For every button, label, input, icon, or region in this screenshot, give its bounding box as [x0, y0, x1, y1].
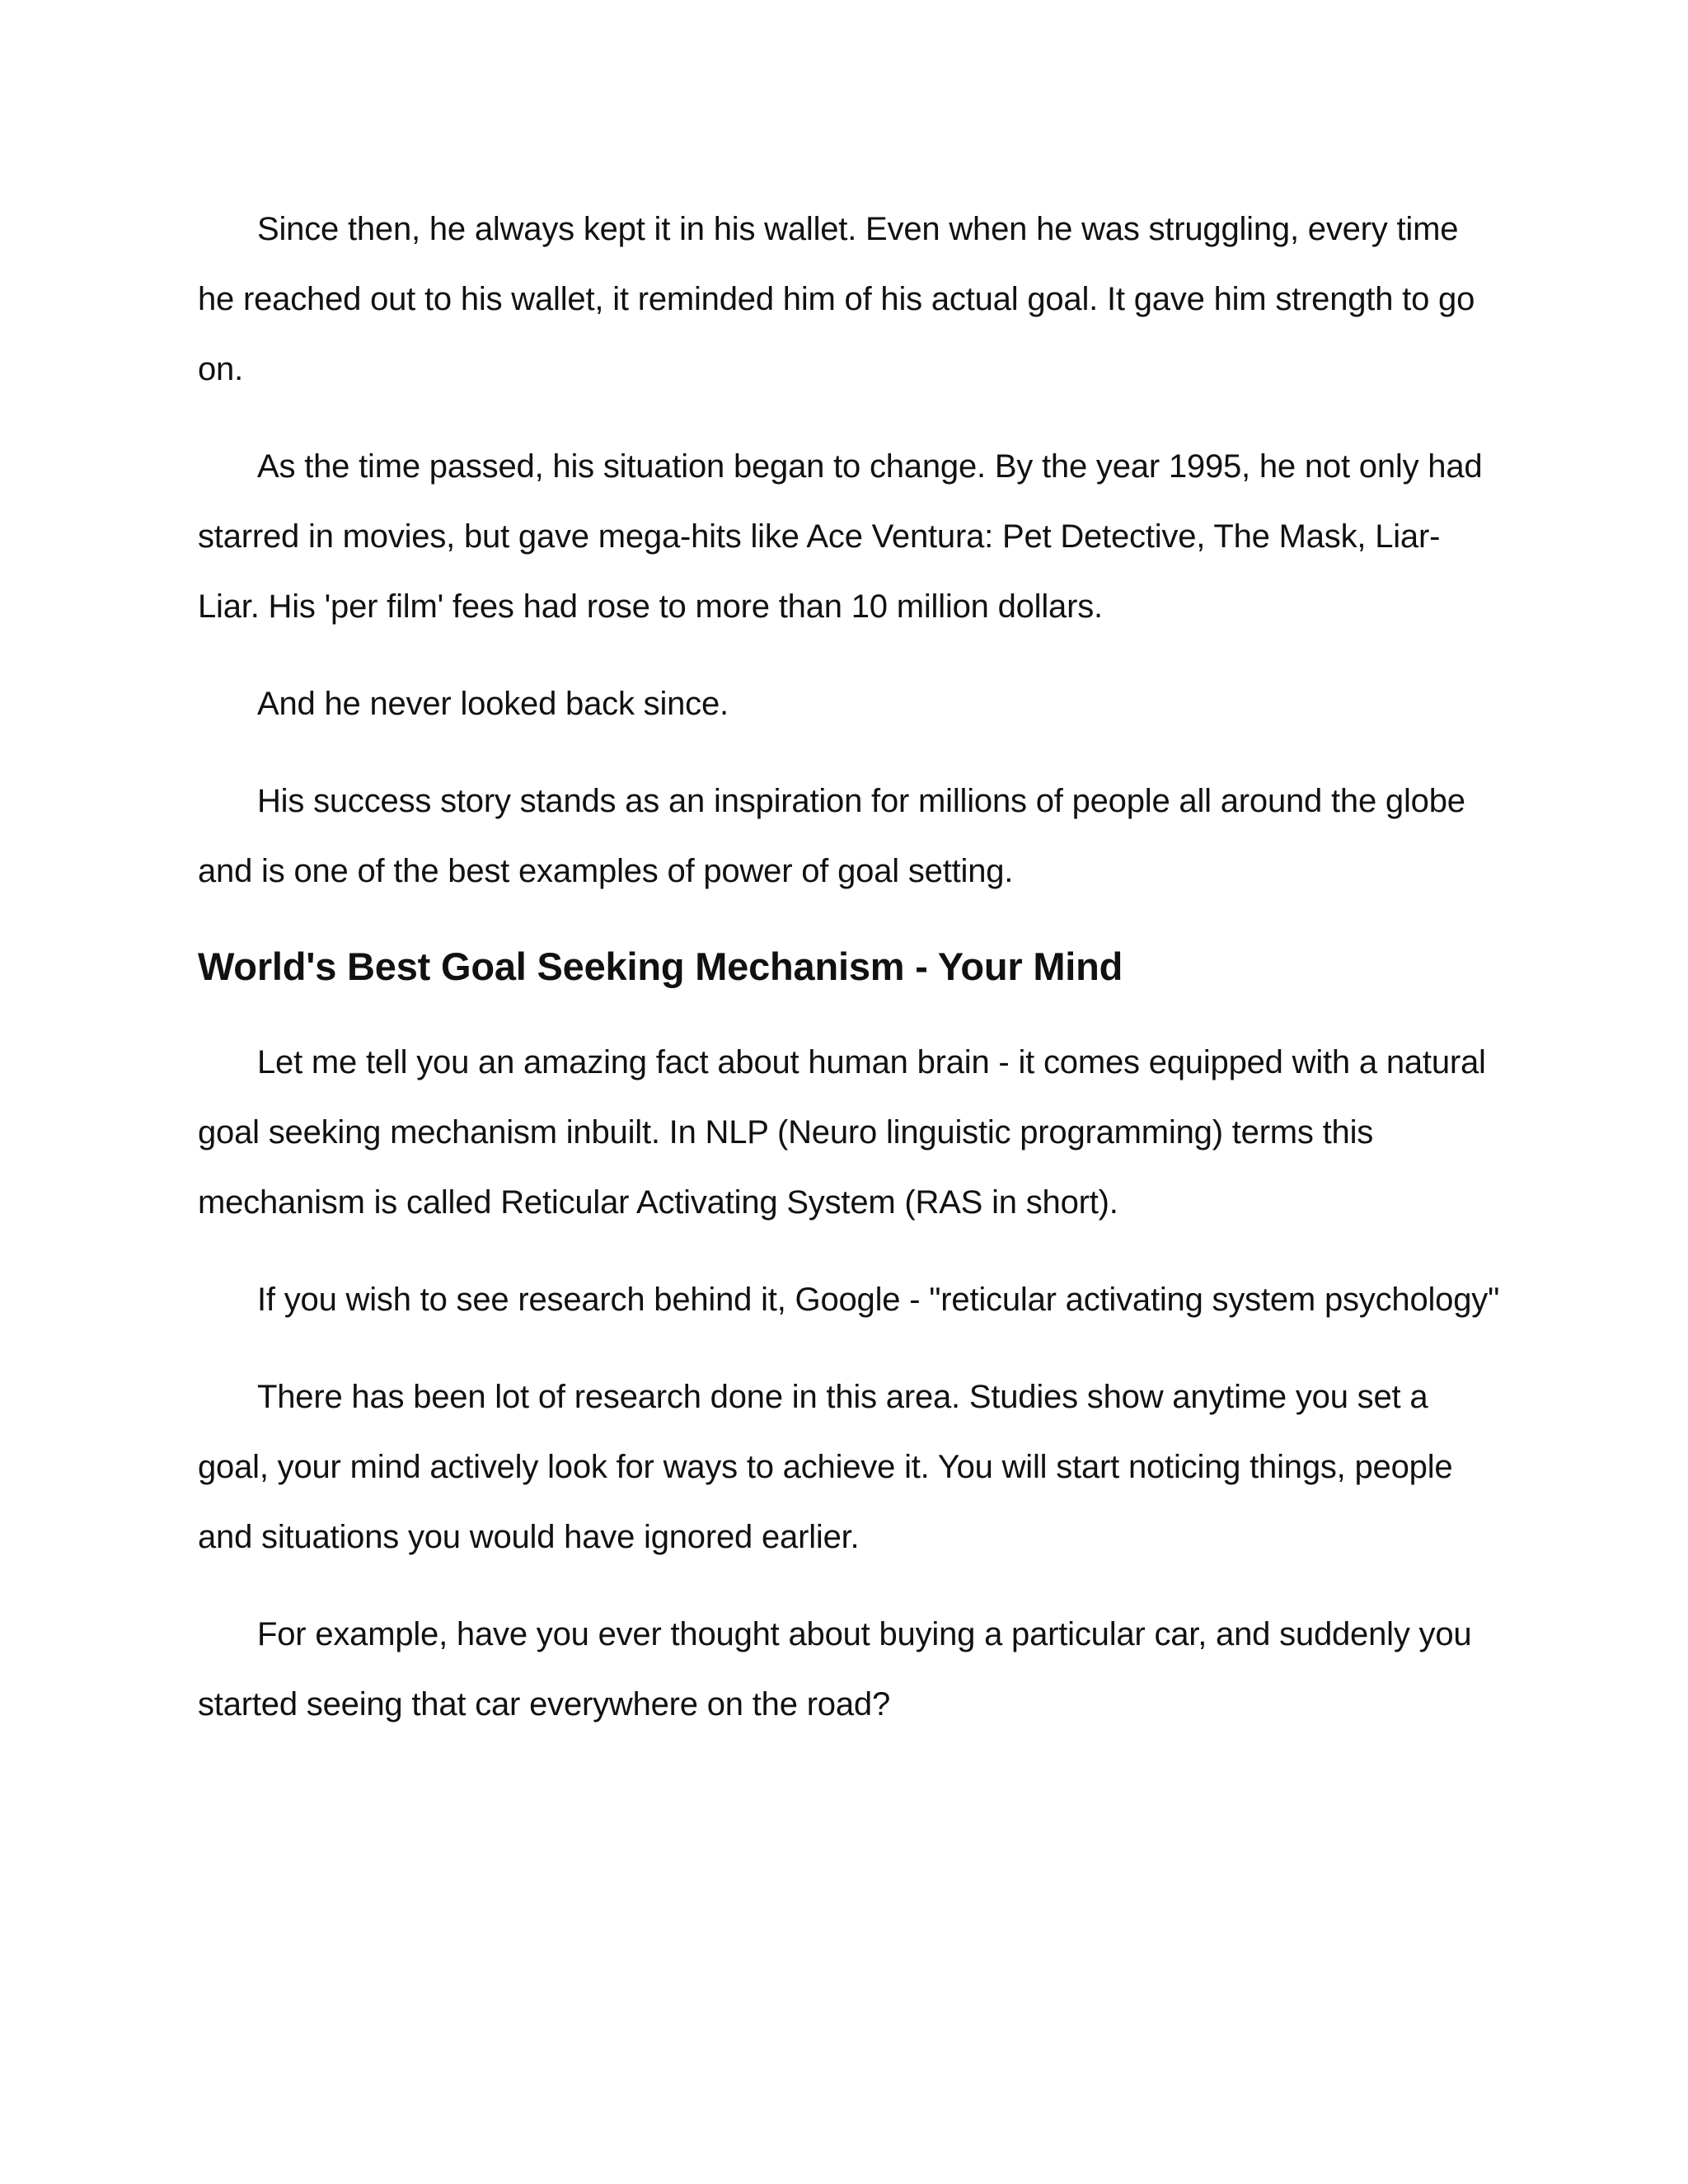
paragraph-research-search: If you wish to see research behind it, Google - "reticular activating system psychology" — [257, 1282, 1500, 1318]
paragraph-wallet: Since then, he always kept it in his wallet. Even when he was struggling, every time he reached out to his wallet, it reminded him of his actual goal. It gave him strength to go on. — [198, 211, 1475, 387]
document-page — [198, 194, 1500, 1767]
paragraph-success-story: His success story stands as an inspiration for millions of people all around the globe and is one of the best examples of power of goal setting. — [198, 783, 1465, 889]
paragraph-situation-change: As the time passed, his situation began to change. By the year 1995, he not only had starred in movies, but gave mega-hits like Ace Ventura: Pet Detective, The Mask, Liar-Liar. His 'per film' fees had rose to more than 10 million dollars. — [198, 448, 1483, 625]
paragraph-car-example: For example, have you ever thought about buying a particular car, and suddenly you started seeing that car everywhere on the road? — [198, 1616, 1472, 1722]
paragraph-never-looked-back: And he never looked back since. — [257, 686, 729, 722]
section-heading: World's Best Goal Seeking Mechanism - Your Mind — [198, 944, 1123, 988]
paragraph-brain-fact: Let me tell you an amazing fact about human brain - it comes equipped with a natural goal seeking mechanism inbuilt. In NLP (Neuro linguistic programming) terms this mechanism is called Reticular Activating System (RAS in short). — [198, 1044, 1486, 1221]
paragraph-studies: There has been lot of research done in this area. Studies show anytime you set a goal, your mind actively look for ways to achieve it. You will start noticing things, people and situations you would have ignored earlier. — [198, 1379, 1453, 1555]
